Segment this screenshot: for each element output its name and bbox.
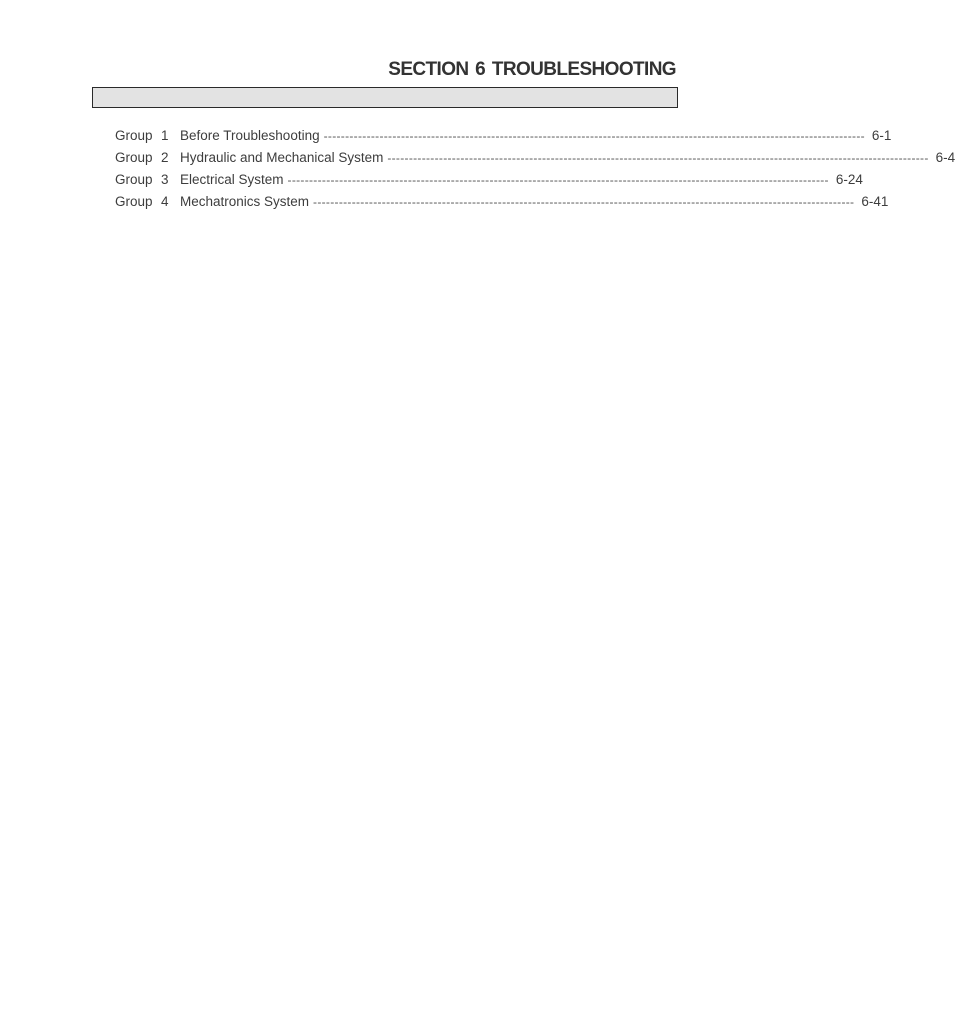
toc-group-label: Group — [115, 150, 153, 165]
toc-group-label: Group — [115, 128, 153, 143]
toc-group-number: 2 — [161, 150, 169, 165]
toc-page-number: 6-24 — [835, 172, 863, 187]
toc-item-group-3[interactable] — [115, 172, 863, 194]
toc-dot-leader: ------------------------------------------------------------------------------------------------------------------------------ — [323, 129, 865, 143]
toc-item-title: Mechatronics System — [180, 194, 310, 209]
toc-item-title: Hydraulic and Mechanical System — [180, 150, 384, 165]
toc-dot-leader: ------------------------------------------------------------------------------------------------------------------------------ — [313, 195, 855, 209]
toc-group-number: 4 — [161, 194, 169, 209]
toc-item-group-4[interactable] — [115, 194, 889, 216]
toc-item-group-2[interactable] — [115, 150, 956, 172]
section-title: SECTION 6 TROUBLESHOOTING — [388, 59, 676, 80]
toc-group-label: Group — [115, 172, 153, 187]
toc-group-number: 3 — [161, 172, 169, 187]
toc-page-number: 6-4 — [935, 150, 956, 165]
table-of-contents — [115, 128, 956, 216]
section-title-bar — [92, 87, 678, 108]
toc-page-number: 6-41 — [861, 194, 889, 209]
toc-dot-leader: ------------------------------------------------------------------------------------------------------------------------------ — [287, 173, 829, 187]
toc-page-number: 6-1 — [871, 128, 892, 143]
toc-group-number: 1 — [161, 128, 169, 143]
toc-item-group-1[interactable] — [115, 128, 892, 150]
toc-item-title: Electrical System — [180, 172, 284, 187]
toc-group-label: Group — [115, 194, 153, 209]
toc-dot-leader: ------------------------------------------------------------------------------------------------------------------------------ — [387, 151, 929, 165]
toc-item-title: Before Troubleshooting — [180, 128, 320, 143]
